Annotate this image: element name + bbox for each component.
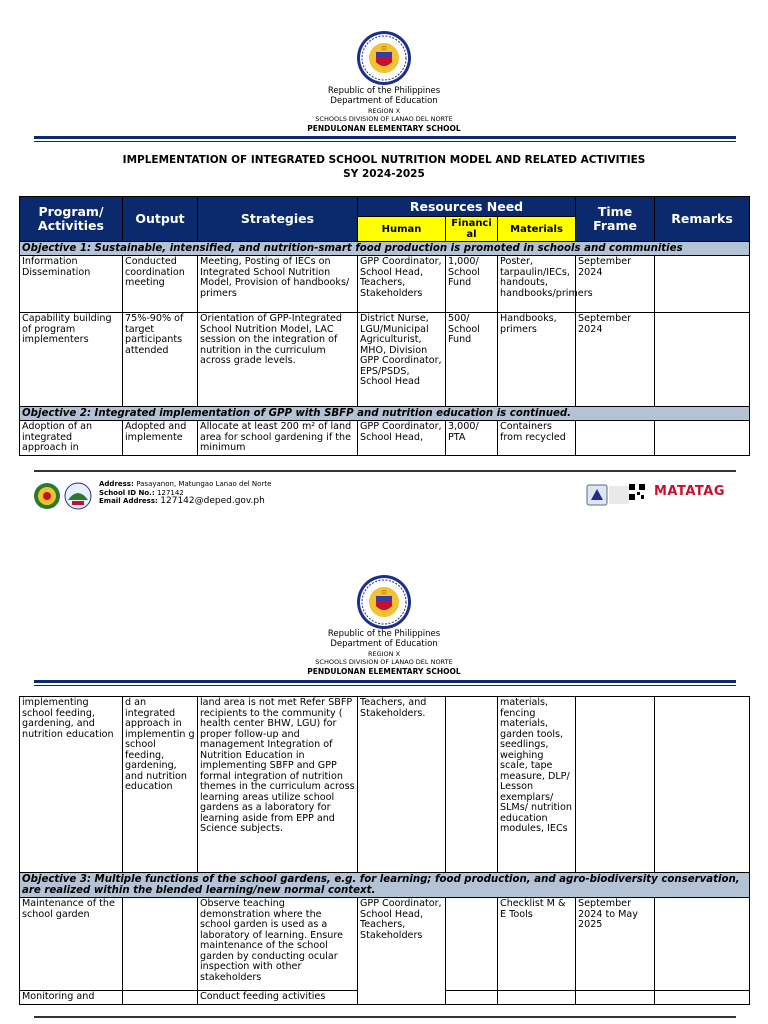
col-materials: Materials [498, 217, 576, 242]
objective-1: Objective 1: Sustainable, intensified, and nutrition-smart food production is promoted in schools and communities [20, 242, 750, 256]
col-human: Human [358, 217, 446, 242]
cell-program: implementing school feeding, gardening, and nutrition education [20, 697, 123, 873]
cell-remarks [655, 421, 750, 456]
cell-financial: 3,000/ PTA [446, 421, 498, 456]
cell-output [123, 898, 198, 991]
deped-seal-icon [356, 30, 412, 86]
table-row [20, 256, 750, 313]
school-id-value: 127142 [157, 488, 184, 497]
cell-program: Capability building of program implementers [20, 313, 123, 407]
objective-row [20, 407, 750, 421]
cell-financial [446, 898, 498, 991]
col-time-frame: Time Frame [576, 197, 655, 242]
division-line: SCHOOLS DIVISION OF LANAO DEL NORTE [315, 115, 453, 123]
certificate-info-box [609, 486, 629, 504]
cell-program: Adoption of an integrated approach in [20, 421, 123, 456]
cell-human: GPP Coordinator, School Head, [358, 421, 446, 456]
table-row [20, 898, 750, 991]
iso-certification-icon [586, 484, 608, 506]
cell-human: District Nurse, LGU/Municipal Agriculturist, MHO, Division GPP Coordinator, EPS/PSDS, School Head [358, 313, 446, 407]
header-divider [34, 136, 736, 139]
page-2 [0, 520, 768, 1024]
footer-divider [34, 470, 736, 472]
cell-output: Conducted coordination meeting [123, 256, 198, 313]
cell-remarks [655, 697, 750, 873]
cell-financial: 500/ School Fund [446, 313, 498, 407]
cell-materials: Handbooks, primers [498, 313, 576, 407]
cell-time-frame: September 2024 to May 2025 [576, 898, 655, 991]
republic-line: Republic of the Philippines [327, 629, 441, 639]
republic-line: Republic of the Philippines [327, 86, 441, 96]
cell-time-frame [576, 421, 655, 456]
deped-seal-icon [356, 574, 412, 630]
cell-strategies: land area is not met Refer SBFP recipients to the community ( health center BHW, LGU) for proper follow-up and management Integration of Nutrition Education in implementing SBFP and GPP formal integration of nutrition themes in the curriculum across learning areas utilize school gardens as a laboratory for learning aside from EPP and Science subjects. [198, 697, 358, 873]
cell-materials: Containers from recycled [498, 421, 576, 456]
header-divider [34, 680, 736, 683]
address-value: Pasayanon, Matungao Lanao del Norte [136, 480, 272, 488]
school-year: SY 2024-2025 [343, 168, 425, 180]
email-label: Email Address [99, 497, 156, 505]
cell-strategies: Conduct feeding activities [198, 991, 358, 1005]
cell-program: Monitoring and [20, 991, 123, 1005]
qr-code-icon [629, 484, 645, 500]
table-row [20, 697, 750, 873]
col-remarks: Remarks [655, 197, 750, 242]
cell-financial [446, 697, 498, 873]
cell-output: 75%-90% of target participants attended [123, 313, 198, 407]
cell-human: GPP Coordinator, School Head, Teachers, Stakeholders [358, 898, 446, 1005]
cell-output [123, 991, 198, 1005]
table-header-row [20, 197, 750, 217]
cell-materials: Poster, tarpaulin/IECs, handouts, handbooks/primers [498, 256, 576, 313]
footer-divider [34, 1016, 736, 1018]
cell-materials: materials, fencing materials, garden tools, seedlings, weighing scale, tape measure, DLP/ Lesson exemplars/ SLMs/ nutrition education modules, IECs [498, 697, 576, 873]
cell-strategies: Observe teaching demonstration where the school garden is used as a laboratory of learning. Ensure maintenance of the school garden by conducting ocular inspection with other stakeholders [198, 898, 358, 991]
cell-human: GPP Coordinator, School Head, Teachers, Stakeholders [358, 256, 446, 313]
activities-table-continued [19, 696, 750, 1005]
header-divider-thin [34, 141, 736, 142]
cell-program: Information Dissemination [20, 256, 123, 313]
region-line: REGION X [367, 650, 401, 658]
col-financial: Financi al [446, 217, 498, 242]
department-line: Department of Education [330, 639, 438, 649]
division-line: SCHOOLS DIVISION OF LANAO DEL NORTE [315, 658, 453, 666]
deped-seal-icon [33, 482, 61, 510]
school-id-label: School ID No. [99, 488, 152, 497]
cell-remarks [655, 991, 750, 1005]
objective-2: Objective 2: Integrated implementation of GPP with SBFP and nutrition education is continued. [20, 407, 750, 421]
cell-strategies: Orientation of GPP-Integrated School Nutrition Model, LAC session on the integration of nutrition in the curriculum across grade levels. [198, 313, 358, 407]
cell-human: Teachers, and Stakeholders. [358, 697, 446, 873]
header-divider-thin [34, 685, 736, 686]
school-line: PENDULONAN ELEMENTARY SCHOOL [307, 124, 461, 133]
col-output: Output [123, 197, 198, 242]
cell-strategies: Allocate at least 200 m² of land area for school gardening if the minimum [198, 421, 358, 456]
cell-materials [498, 991, 576, 1005]
cell-remarks [655, 313, 750, 407]
cell-output: d an integrated approach in implementin g school feeding, gardening, and nutrition education [123, 697, 198, 873]
address-label: Address [99, 480, 131, 488]
document-title: IMPLEMENTATION OF INTEGRATED SCHOOL NUTRITION MODEL AND RELATED ACTIVITIES [122, 154, 646, 166]
school-line: PENDULONAN ELEMENTARY SCHOOL [307, 667, 461, 676]
col-resources-need: Resources Need [358, 197, 576, 217]
matatag-logo: MATATAG [654, 484, 725, 499]
objective-row [20, 242, 750, 256]
objective-row [20, 873, 750, 898]
cell-remarks [655, 898, 750, 991]
cell-time-frame [576, 991, 655, 1005]
email-value: 127142@deped.gov.ph [160, 496, 265, 506]
region-line: REGION X [367, 107, 401, 115]
cell-materials: Checklist M & E Tools [498, 898, 576, 991]
cell-financial: 1,000/ School Fund [446, 256, 498, 313]
cell-time-frame: September 2024 [576, 256, 655, 313]
table-row [20, 421, 750, 456]
cell-time-frame: September 2024 [576, 313, 655, 407]
cell-program: Maintenance of the school garden [20, 898, 123, 991]
activities-table [19, 196, 750, 456]
cell-time-frame [576, 697, 655, 873]
objective-3: Objective 3: Multiple functions of the school gardens, e.g. for learning; food production, and agro-biodiversity conservation, are realized within the blended learning/new normal context. [20, 873, 750, 898]
table-row [20, 313, 750, 407]
page-footer: Address: Pasayanon, Matungao Lanao del Norte School ID No.: 127142 Email Address: 127142@deped.gov.ph MATATAG [0, 478, 768, 518]
department-line: Department of Education [330, 96, 438, 106]
cell-output: Adopted and implemente [123, 421, 198, 456]
school-logo-icon [63, 482, 93, 510]
cell-financial [446, 991, 498, 1005]
col-program-activities: Program/ Activities [20, 197, 123, 242]
col-strategies: Strategies [198, 197, 358, 242]
cell-strategies: Meeting, Posting of IECs on Integrated School Nutrition Model, Provision of handbooks/ primers [198, 256, 358, 313]
cell-remarks [655, 256, 750, 313]
